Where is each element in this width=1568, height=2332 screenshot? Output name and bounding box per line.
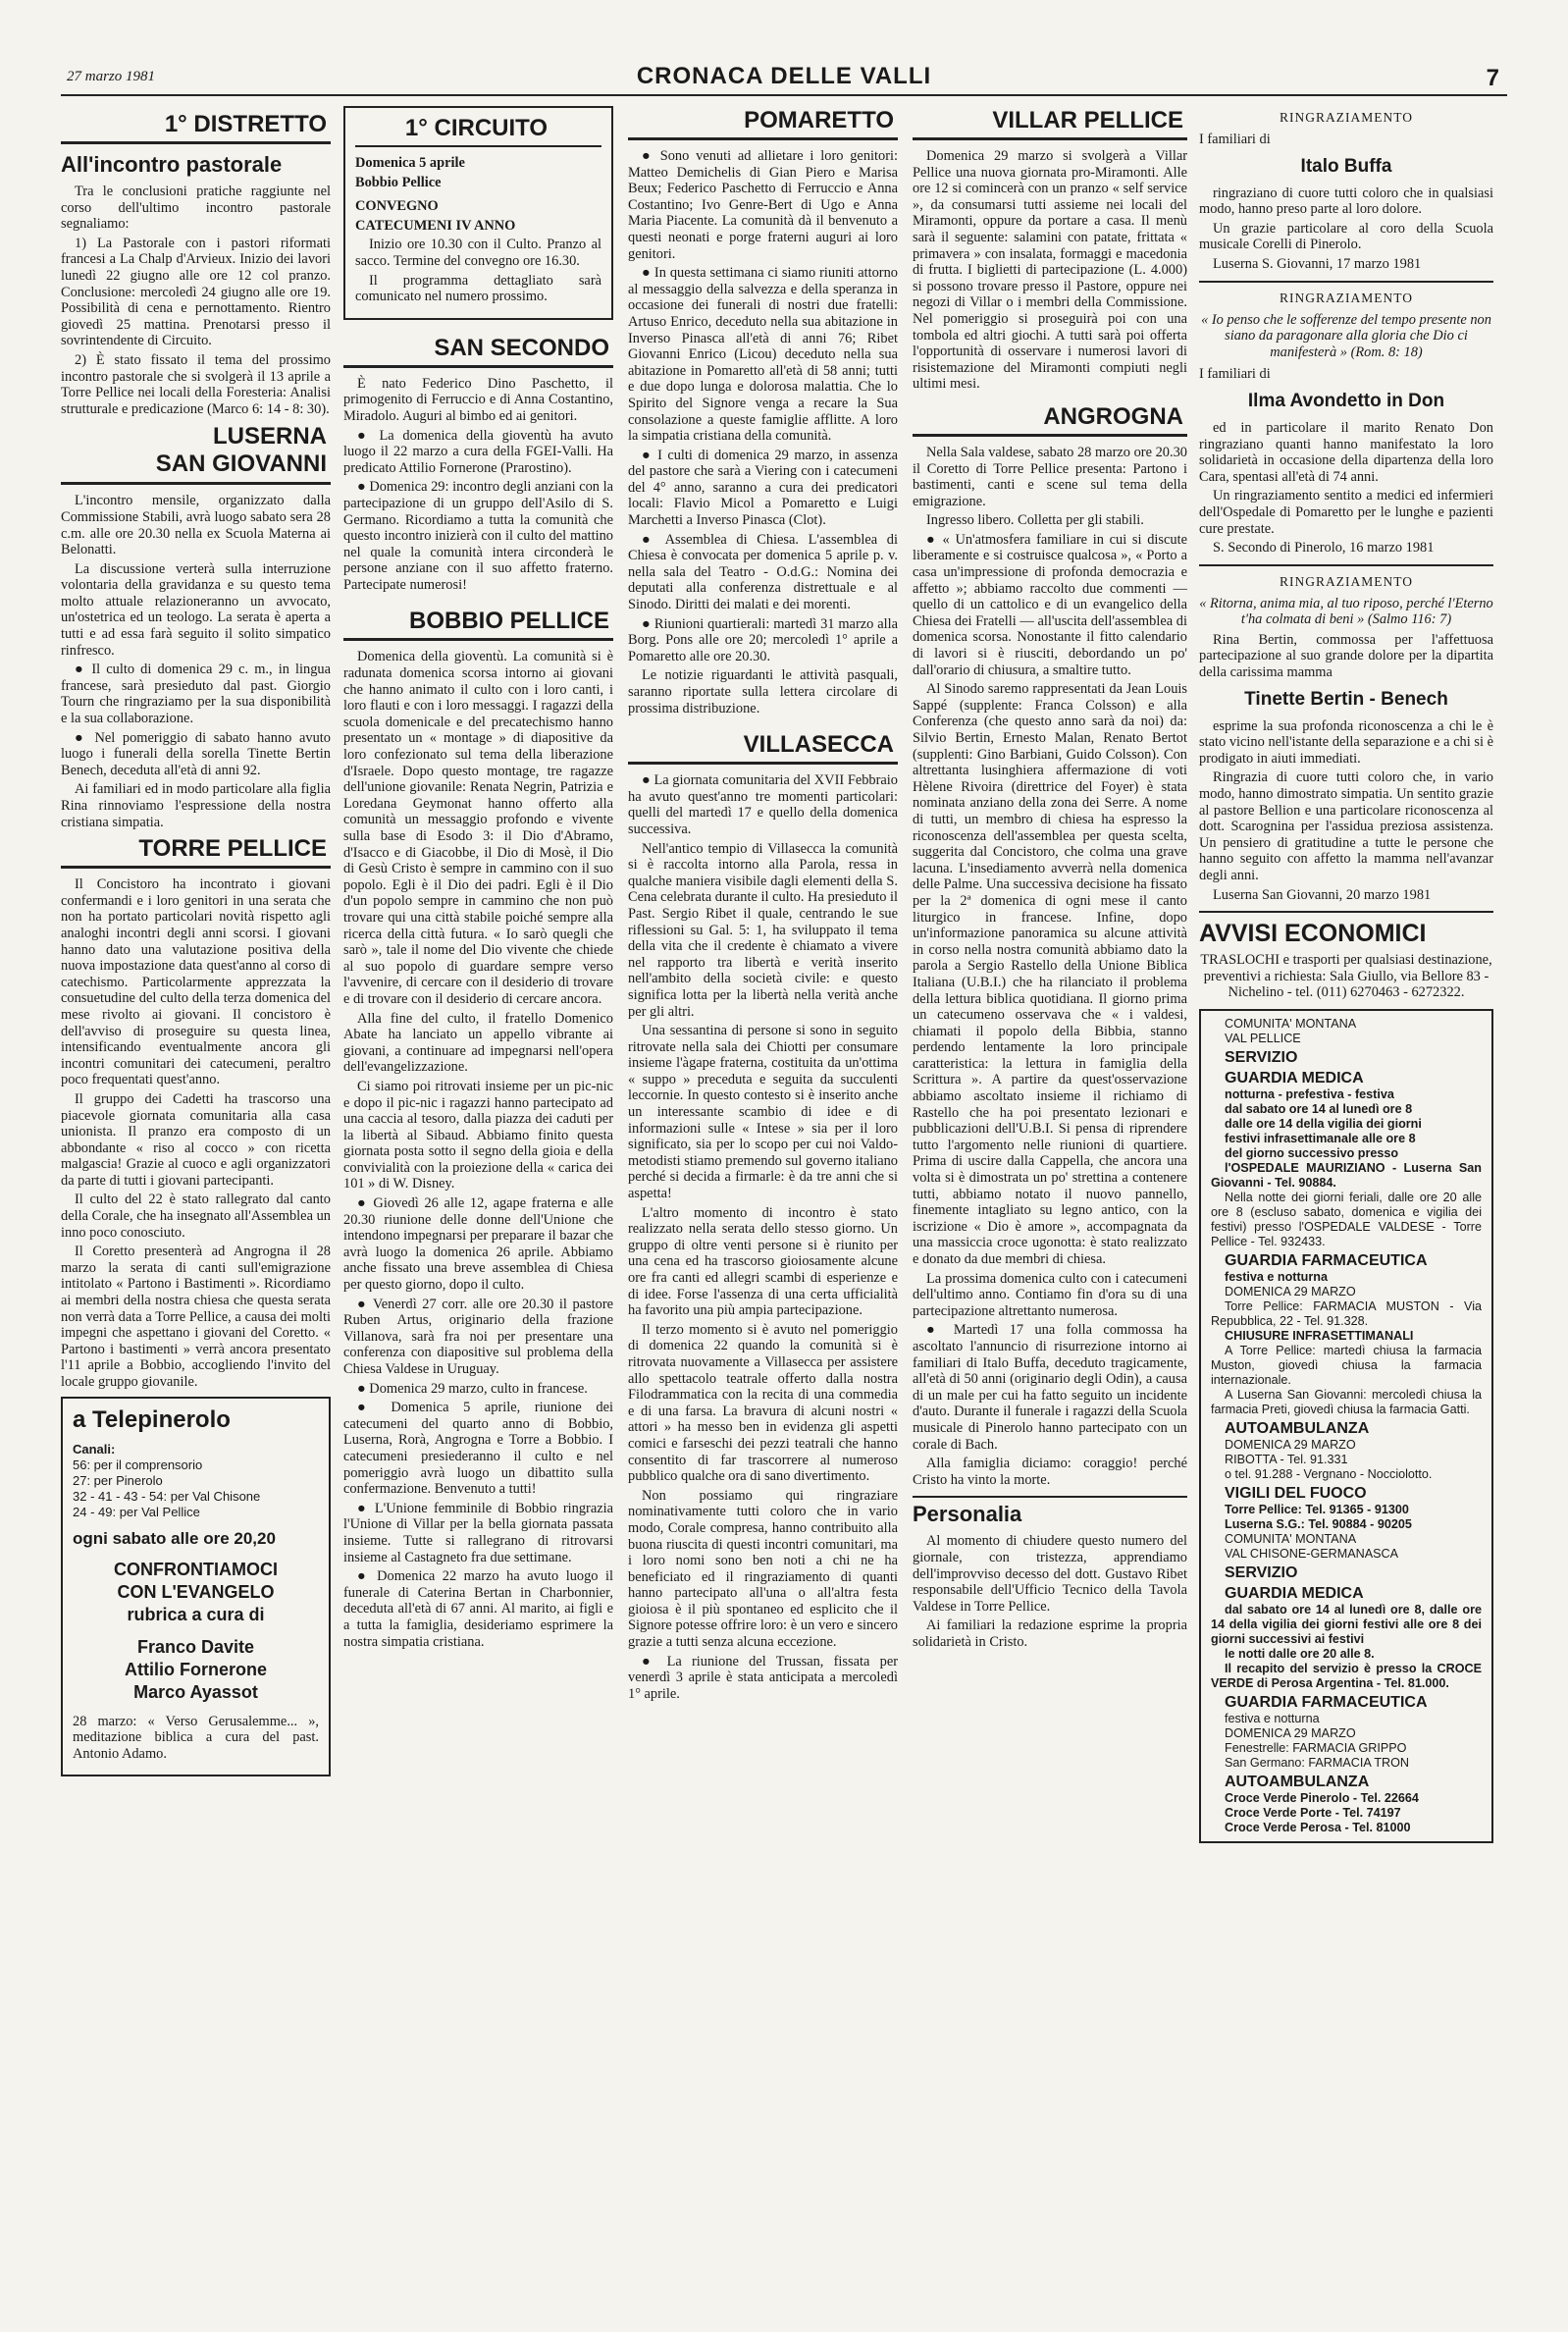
paragraph: Al momento di chiudere questo numero del giornale, con tristezza, apprendiamo dell'improvviso decesso del dott. Gustavo Ribet responsabile dell'Ufficio Tecnico della Tavola Valdese in Torre Pellice. [913, 1533, 1187, 1615]
service-line: Fenestrelle: FARMACIA GRIPPO [1225, 1740, 1407, 1755]
pomaretto-article [628, 148, 898, 716]
service-line: GUARDIA MEDICA [1225, 1584, 1364, 1602]
paragraph: Il culto del 22 è stato rallegrato dal canto della Corale, che ha insegnato all'Assemblea un inno poco conosciuto. [61, 1192, 331, 1241]
paragraph: ● La giornata comunitaria del XVII Febbraio ha avuto quest'anno tre momenti particolari: quelli del martedì 17 e quello della domenica successiva. [628, 772, 898, 837]
service-line: le notti dalle ore 20 alle 8. [1225, 1646, 1375, 1661]
luserna-heading [61, 421, 331, 485]
service-line: del giorno successivo presso [1225, 1145, 1399, 1160]
paragraph: La discussione verterà sulla interruzione volontaria della gravidanza e su questo tema molto attuale relazioneranno un avvocato, un'ostetrica ed un teologo. La serata è aperta a tutti e ad essa farà seguito il solito simpatico rinfresco. [61, 560, 331, 659]
paragraph: ● In questa settimana ci siamo riuniti attorno al messaggio della salvezza e della speranza in occasione dei funerali di nostri due fratelli: Artuso Enrico, deceduto nella sua abitazione in Inverso Pinasca all'età di anni 76; Ribet Giovanni Enrico (Licou) deceduto nella sua abitazione in Pomaretto all'età di 58 anni; tutti e due dopo lunga e dolorosa malattia. Che lo Spirito del Signore venga a recare la Sua consolazione a queste famiglie afflitte. A loro la simpatia cristiana della comunità. [628, 265, 898, 445]
paragraph: Il programma dettagliato sarà comunicato nel numero prossimo. [355, 272, 601, 305]
service-line: festiva e notturna [1225, 1269, 1328, 1284]
paragraph: Tra le conclusioni pratiche raggiunte nel corso dell'ultimo incontro pastorale segnaliamo: [61, 184, 331, 233]
column-1 [61, 106, 331, 2293]
service-line: Croce Verde Porte - Tel. 74197 [1225, 1805, 1401, 1820]
circuito-article [355, 237, 601, 304]
divider [1199, 564, 1493, 566]
paragraph: Il Concistoro ha incontrato i giovani confermandi e i loro genitori in una serata che non ha portato particolari novità rispetto agli analoghi incontri degli anni scorsi. I giovani hanno dato una valutazione positiva della nuova impostazione data quest'anno al corso di catechismo. Particolarmente apprezzata la consuetudine del culto della terza domenica del mese rivolto ai giovani. Il concistoro è dell'avviso di proseguire su questa linea, intensificando eventualmente ancora gli incontri comunitari dei catecumeni, peraltro poco frequentati quest'anno. [61, 876, 331, 1088]
paragraph: È nato Federico Dino Paschetto, il primogenito di Ferruccio e di Anna Costantino, Miradolo. Auguri al bimbo ed ai genitori. [343, 375, 613, 424]
service-line: AUTOAMBULANZA [1225, 1773, 1370, 1790]
service-line: Torre Pellice: FARMACIA MUSTON - Via Repubblica, 22 - Tel. 91.328. [1211, 1298, 1482, 1328]
paragraph: ● Il culto di domenica 29 c. m., in lingua francese, sarà presieduto dal past. Giorgio Tourn che ringraziamo per la sua disponibilità e la sua collaborazione. [61, 662, 331, 726]
divider [1199, 911, 1493, 913]
service-line: RIBOTTA - Tel. 91.331 [1225, 1452, 1348, 1466]
bobbio-article [343, 649, 613, 1650]
curator-name: Marco Ayassot [133, 1681, 258, 1702]
page-number: 7 [1486, 65, 1499, 91]
paragraph: Non possiamo qui ringraziare nominativamente tutti coloro che in vario modo, Corale compresa, hanno contribuito alla buona riuscita di questi incontri comunitari, ma i loro nomi sono ben noti a chi ne ha beneficiato ed il ringraziamento di quanti hanno partecipato all'una o all'altra festa gioiosa è il più spontaneo ed esplicito che il Signore potesse offrire loro: è un vero e sincero grazie a tutti senza alcuna eccezione. [628, 1487, 898, 1651]
column-3 [628, 106, 898, 2293]
paragraph: Una sessantina di persone si sono in seguito ritrovate nella sala dei Chiotti per consumare insieme l'àgape fraterna, costituita da un'ottima « suppo » preceduta e seguita da succulenti leccornie. In questo contesto si è inserito anche un interessante scambio di idee e di informazioni sulle « Intese » sia per il loro significato, sia per lo scopo per cui noi Valdo-metodisti stiamo premendo sul governo italiano perché si decida a firmarle: è da tre anni che si aspetta! [628, 1023, 898, 1202]
luserna-article [61, 493, 331, 830]
divider [1199, 281, 1493, 283]
paragraph: La prossima domenica culto con i catecumeni dell'ultimo anno. Contiamo fin d'ora su di una partecipazione altrettanto numerosa. [913, 1270, 1187, 1319]
paragraph: ● Domenica 29 marzo, culto in francese. [343, 1381, 613, 1398]
angrogna-heading: ANGROGNA [913, 402, 1187, 437]
telepinerolo-note: 28 marzo: « Verso Gerusalemme... », meditazione biblica a cura del past. Antonio Adamo. [73, 1713, 319, 1762]
broadcast-time: ogni sabato alle ore 20,20 [73, 1528, 276, 1548]
incontro-article [61, 184, 331, 417]
masthead [61, 63, 1507, 96]
circuito-line: CATECUMENI IV ANNO [355, 217, 516, 234]
telepinerolo-box [61, 1397, 331, 1777]
ringraziamento-2-name: Ilma Avondetto in Don [1247, 390, 1445, 411]
paragraph: Un grazie particolare al coro della Scuola musicale Corelli di Pinerolo. [1199, 220, 1493, 253]
service-line: DOMENICA 29 MARZO [1225, 1437, 1356, 1452]
circuito-line: Domenica 5 aprile [355, 155, 465, 171]
service-line: SERVIZIO [1225, 1048, 1298, 1066]
canale-line: 24 - 49: per Val Pellice [73, 1504, 200, 1519]
service-line: notturna - prefestiva - festiva [1225, 1086, 1394, 1101]
paragraph: ● Riunioni quartierali: martedì 31 marzo alla Borg. Pons alle ore 20; mercoledì 1° aprile a Pomaretto alle ore 20.30. [628, 616, 898, 665]
curator-name: Franco Davite [136, 1636, 255, 1657]
section-title: CRONACA DELLE VALLI [636, 63, 932, 89]
paragraph: ● Venerdì 27 corr. alle ore 20.30 il pastore Ruben Artus, originario della frazione Villanova, sarà fra noi per presentare una conferenza con diapositive sul problema della Chiesa Valdese in Uruguay. [343, 1297, 613, 1378]
personalia-title: Personalia [913, 1496, 1187, 1527]
paragraph: ● La domenica della gioventù ha avuto luogo il 22 marzo a cura della FGEI-Valli. Ha predicato Attilio Fornerone (Prarostino). [343, 428, 613, 477]
service-line: festiva e notturna [1225, 1711, 1320, 1725]
paragraph: ● « Un'atmosfera familiare in cui si discute liberamente e si costruisce qualcosa », « Porto a casa un'impressione di profonda democrazia e affetto »; abbiamo raccolto due commenti — quello di un cattolico e di un evangelico della Chiesa dei Fratelli — all'uscita dell'assemblea di domenica scorsa. Nonostante il fitto calendario di lavori si è riusciti, debordando un po' dall'orario di chiusura, a smaltire tutto. [913, 532, 1187, 678]
service-line: SERVIZIO [1225, 1564, 1298, 1581]
paragraph: Nella Sala valdese, sabato 28 marzo ore 20.30 il Coretto di Torre Pellice presenta: Partono i bastimenti, canti e scene sul tema della emigrazione. [913, 444, 1187, 509]
service-line: Croce Verde Perosa - Tel. 81000 [1225, 1820, 1411, 1834]
paragraph: ● Domenica 5 aprile, riunione dei catecumeni del quarto anno di Bobbio, Luserna, Rorà, Angrogna e Torre a Bobbio. I catecumeni presiederanno il culto e nel pomeriggio avrà luogo un dibattito sulla confermazione. Benvenuto a tutti! [343, 1400, 613, 1498]
paragraph: Ringrazia di cuore tutti coloro che, in vario modo, hanno dimostrato simpatia. Un sentito grazie al pastore Bellion e una particolare riconoscenza al dott. Scarognina per l'assidua preziosa assistenza. Un pensiero di gratitudine a tutte le persone che hanno seguito con affetto la mamma nell'avanzar degli anni. [1199, 769, 1493, 883]
ringraziamento-3-intro: Rina Bertin, commossa per l'affettuosa partecipazione al suo grande dolore per la dipartita della carissima mamma [1199, 631, 1493, 681]
rubrica-title-2: CON L'EVANGELO [117, 1581, 275, 1602]
avvisi-economici-title: AVVISI ECONOMICI [1199, 920, 1427, 948]
service-line: o tel. 91.288 - Vergnano - Nocciolotto. [1225, 1466, 1433, 1481]
paragraph: 2) È stato fissato il tema del prossimo incontro pastorale che si svolgerà il 13 aprile a Torre Pellice nei locali della Foresteria: Analisi strutturale e predicazione (Marco 6: 14 - 8: 30). [61, 351, 331, 417]
paragraph: ● Domenica 29: incontro degli anziani con la partecipazione di un gruppo dell'Asilo di S. Germano. Ricordiamo a tutta la comunità che questo incontro inizierà con il culto del mattino nel quale la comunità intera circonderà le persone anziane con il suo affetto fraterno. Partecipate numerosi! [343, 479, 613, 593]
ringraziamento-3-text [1199, 718, 1493, 904]
torre-heading: TORRE PELLICE [61, 834, 331, 869]
paragraph: Alla fine del culto, il fratello Domenico Abate ha lanciato un appello vibrante ai giovani, a continuare ad impegnarsi nell'opera dell'evangelizzazione. [343, 1010, 613, 1076]
paragraph: esprime la sua profonda riconoscenza a chi le è stato vicino nell'istante della separazione e a chi si è prodigato in aiuti immediati. [1199, 717, 1493, 767]
villar-heading: VILLAR PELLICE [913, 106, 1187, 140]
villasecca-article [628, 772, 898, 1702]
paragraph: Il Coretto presenterà ad Angrogna il 28 marzo la serata di canti sull'emigrazione intitolato « Partono i Bastimenti ». Ricordiamo ai membri della nostra chiesa che questa serata non verrà data a Torre Pellice, a causa dei molti impegni che aspettano i giovani del Coretto. « Partono i bastimenti » verrà ancora presentato l'11 aprile a Bobbio, accogliendo l'invito del locale gruppo giovanile. [61, 1244, 331, 1390]
issue-date: 27 marzo 1981 [67, 69, 156, 84]
paragraph: ed in particolare il marito Renato Don ringraziano quanti hanno manifestato la loro solidarietà in occasione della dipartenza della loro Cara, spentasi all'età di 74 anni. [1199, 419, 1493, 485]
service-line: DOMENICA 29 MARZO [1225, 1725, 1356, 1740]
service-line: A Luserna San Giovanni: mercoledì chiusa la farmacia Preti, giovedì chiusa la farmacia Gatti. [1211, 1387, 1482, 1416]
villasecca-heading: VILLASECCA [628, 730, 898, 765]
villar-article [913, 148, 1187, 393]
ringraziamento-3-name: Tinette Bertin - Benech [1244, 688, 1448, 710]
distretto-heading: 1° DISTRETTO [61, 110, 331, 144]
luserna-heading-line1: LUSERNA [212, 423, 327, 450]
ringraziamento-2-intro: I familiari di [1199, 366, 1271, 383]
paragraph: Luserna S. Giovanni, 17 marzo 1981 [1213, 255, 1422, 272]
paragraph: ringraziano di cuore tutti coloro che in qualsiasi modo, hanno preso parte al loro dolore. [1199, 185, 1493, 218]
pomaretto-heading: POMARETTO [628, 106, 898, 140]
service-line: Torre Pellice: Tel. 91365 - 91300 [1225, 1502, 1409, 1516]
ringraziamento-3-quote: « Ritorna, anima mia, al tuo riposo, perché l'Eterno t'ha colmata di beni » (Salmo 116: 7) [1199, 595, 1493, 628]
circuito-line: Bobbio Pellice [355, 174, 442, 190]
incontro-title: All'incontro pastorale [61, 152, 283, 177]
paragraph: Le notizie riguardanti le attività pasquali, saranno riportate sulla lettera circolare di prossima distribuzione. [628, 667, 898, 716]
column-5 [1199, 106, 1493, 2293]
canale-line: 32 - 41 - 43 - 54: per Val Chisone [73, 1488, 261, 1504]
avvisi-economici-text: TRASLOCHI e trasporti per qualsiasi destinazione, preventivi a richiesta: Sala Giullo, via Bellore 83 - Nichelino - tel. (011) 6270463 - 6272322. [1200, 952, 1492, 1001]
column-4 [913, 106, 1187, 2293]
canale-line: 56: per il comprensorio [73, 1457, 203, 1472]
rubrica-curator-label: rubrica a cura di [127, 1604, 265, 1624]
paragraph: Luserna San Giovanni, 20 marzo 1981 [1213, 886, 1432, 903]
curator-name: Attilio Fornerone [125, 1659, 267, 1679]
paragraph: ● Assemblea di Chiesa. L'assemblea di Chiesa è convocata per domenica 5 aprile p. v. nella sala del Teatro - O.d.G.: Nomina dei deputati alla conferenza distrettuale e al Sinodo. Diritti dei malati e dei morenti. [628, 532, 898, 613]
paragraph: Il terzo momento si è avuto nel pomeriggio di domenica 22 quando la comunità si è ritrovata nuovamente a Villasecca per assistere allo spettacolo teatrale offerto dalla nostra Filodrammatica con la recita di una commedia e di una farsa. La bravura di alcuni nostri « attori » ha messo ben in evidenza gli aspetti comici e farseschi dei pezzi teatrali che hanno consentito di far trascorrere al numeroso pubblico qualche ora di sano divertimento. [628, 1321, 898, 1485]
paragraph: Domenica 29 marzo si svolgerà a Villar Pellice una nuova giornata pro-Miramonti. Alle ore 12 si comincerà con un pranzo « self service », da consumarsi tutti assieme nei locali del Miramonti, oppure da portare a casa. Il menù sarà il seguente: salamini con patate, frittata « primavera » con insalata, formaggi e macedonia di frutta. I biglietti di partecipazione (L. 4.000) si possono trovare presso il Pastore, oppure nei negozi di Villar o i membri della Commissione. Nel pomeriggio si proseguirà poi con una tombola ed altri giochi. A tutti sarà poi offerta l'opportunità di osservare i numerosi lavori di risistemazione del Miramonti compiuti negli ultimi mesi. [913, 148, 1187, 393]
paragraph: ● I culti di domenica 29 marzo, in assenza del pastore che sarà a Viering con i catecumeni del 4° anno, saranno a cura dei predicatori locali: Flavio Micol a Pomaretto e Luigi Marchetti a Inverso Pinasca (Clot). [628, 448, 898, 529]
circuito-box [343, 106, 613, 320]
rubrica-title-1: CONFRONTIAMOCI [114, 1559, 278, 1579]
paragraph: Ai familiari ed in modo particolare alla figlia Rina rinnoviamo l'espressione della nostra cristiana simpatia. [61, 781, 331, 830]
personalia-article [913, 1533, 1187, 1650]
paragraph: ● Nel pomeriggio di sabato hanno avuto luogo i funerali della sorella Tinette Bertin Benech, deceduta all'età di anni 92. [61, 730, 331, 779]
service-line: dal sabato ore 14 al lunedì ore 8 [1225, 1101, 1413, 1116]
guardia-medica-box [1199, 1009, 1493, 1843]
luserna-heading-line2: SAN GIOVANNI [155, 450, 327, 478]
paragraph: Il gruppo dei Cadetti ha trascorso una piacevole giornata comunitaria alla casa unionista. Il pranzo era composto di un abbondante « riso al cocco » con ricetta malgascia! Grazie al cuoco e agli organizzatori da parte di tutti i giovani partecipanti. [61, 1090, 331, 1189]
service-line: VAL CHISONE-GERMANASCA [1225, 1546, 1399, 1561]
service-line: COMUNITA' MONTANA [1225, 1016, 1357, 1031]
ringraziamento-3-heading: RINGRAZIAMENTO [1280, 573, 1413, 589]
service-line: COMUNITA' MONTANA [1225, 1531, 1357, 1546]
paragraph: ● Martedì 17 una folla commossa ha ascoltato l'annuncio di risurrezione intorno ai familiari di Italo Buffa, deceduto tragicamente, all'età di 50 anni (originario degli Odin), a causa di un male per cui ha fatto seguito un incidente d'auto. Durante il funerale i ragazzi della Scuola musicale di Pinerolo hanno partecipato con un corale di Bach. [913, 1322, 1187, 1453]
canali-label: Canali: [73, 1441, 116, 1457]
paragraph: S. Secondo di Pinerolo, 16 marzo 1981 [1213, 540, 1435, 556]
paragraph: ● L'Unione femminile di Bobbio ringrazia l'Unione di Villar per la bella giornata passata insieme. Tutte si rallegrano di ritrovarsi insieme al Castagneto fra due settimane. [343, 1501, 613, 1565]
angrogna-article [913, 445, 1187, 1488]
service-line: dal sabato ore 14 al lunedì ore 8, dalle ore 14 della vigilia dei giorni festivi alle ore 8 dei giorni successivi ai festivi [1211, 1602, 1482, 1646]
service-line: Luserna S.G.: Tel. 90884 - 90205 [1225, 1516, 1412, 1531]
circuito-heading: 1° CIRCUITO [355, 114, 601, 147]
service-line: DOMENICA 29 MARZO [1225, 1284, 1356, 1298]
service-line: VIGILI DEL FUOCO [1225, 1484, 1367, 1502]
service-line: festivi infrasettimanale alle ore 8 [1225, 1131, 1416, 1145]
ringraziamento-1-name: Italo Buffa [1300, 155, 1392, 177]
ringraziamento-1-text [1199, 186, 1493, 273]
ringraziamento-1-intro: I familiari di [1199, 132, 1271, 147]
service-line: San Germano: FARMACIA TRON [1225, 1755, 1410, 1770]
paragraph: ● La riunione del Trussan, fissata per venerdì 3 aprile è stata anticipata a mercoledì 1° aprile. [628, 1654, 898, 1703]
paragraph: ● Sono venuti ad allietare i loro genitori: Matteo Demichelis di Gian Piero e Marisa Beux; Federico Paschetto di Ferruccio e Anna Costantino; Ivo Genre-Bert di Ugo e Anna Maria Piacente. La comunità dà il benvenuto a questi neonati e porge fraterni auguri ai loro genitori. [628, 148, 898, 262]
paragraph: ● Domenica 22 marzo ha avuto luogo il funerale di Caterina Bertan in Charbonnier, deceduta all'età di 67 anni. Al marito, ai figli e a tutta la famiglia, desideriamo esprimere la nostra simpatia cristiana. [343, 1568, 613, 1650]
paragraph: Un ringraziamento sentito a medici ed infermieri dell'Ospedale di Pomaretto per le lunghe e pazienti cure prestate. [1199, 488, 1493, 537]
service-line: VAL PELLICE [1225, 1031, 1301, 1045]
paragraph: Domenica della gioventù. La comunità si è radunata domenica scorsa intorno ai giovani che hanno animato il culto con i loro canti, i loro flauti e con i loro messaggi. I ragazzi della scuola domenicale e del precatechismo hanno presentato un « montage » di diapositive da loro confezionato sul tema della liberazione d'Israele. Dopo questo montage, tre ragazze dell'unione giovanile: Renata Negrin, Patrizia e Loredana Geymonat hanno offerto alla comunità un messaggio profondo e vivente sulla base di Esodo 3: il Dio d'Abramo, d'Isacco e di Giacobbe, il Dio di Mosè, il Dio di Gesù Cristo è sempre in cammino con il suo popolo. Egli è il Dio dei padri. Egli è il Dio d'un popolo sempre in cammino che non può trovare qui una città stabile poiché sempre alla ricerca della città futura. « Io sarò quegli che sarò », tale il nome del Dio vivente che chiede al suo popolo di guardare sempre verso l'avvenire, di cercare con il desiderio di trovare e di trovare con il desiderio di cercare ancora. [343, 649, 613, 1007]
canale-line: 27: per Pinerolo [73, 1472, 163, 1488]
service-line: Il recapito del servizio è presso la CROCE VERDE di Perosa Argentina - Tel. 81.000. [1211, 1661, 1482, 1690]
paragraph: ● Giovedì 26 alle 12, agape fraterna e alle 20.30 riunione delle donne dell'Unione che intendono impegnarsi per preparare il bazar che avrà luogo la domenica 26 aprile. Abbiamo anche fissato una breve assemblea di Chiesa per questo giorno, dopo il culto. [343, 1195, 613, 1294]
service-line: CHIUSURE INFRASETTIMANALI [1225, 1328, 1414, 1343]
ringraziamento-2-quote: « Io penso che le sofferenze del tempo presente non siano da paragonare alla gloria che Dio ci manifesterà » (Rom. 8: 18) [1201, 311, 1491, 360]
service-line: Nella notte dei giorni feriali, dalle ore 20 alle ore 8 (escluso sabato, domenica e vigilia dei festivi) presso l'OSPEDALE VALDESE - Torre Pellice - Tel. 932433. [1211, 1190, 1482, 1248]
paragraph: L'incontro mensile, organizzato dalla Commissione Stabili, avrà luogo sabato sera 28 c.m. alle ore 20.30 nella ex Scuola Materna ai Belonatti. [61, 493, 331, 558]
column-2 [343, 106, 613, 2293]
service-line: A Torre Pellice: martedì chiusa la farmacia Muston, giovedì chiusa la farmacia internazionale. [1211, 1343, 1482, 1387]
service-line: Croce Verde Pinerolo - Tel. 22664 [1225, 1790, 1419, 1805]
paragraph: Alla famiglia diciamo: coraggio! perché Cristo ha vinto la morte. [913, 1456, 1187, 1488]
paragraph: Inizio ore 10.30 con il Culto. Pranzo al sacco. Termine del convegno ore 16.30. [355, 237, 601, 269]
paragraph: Ci siamo poi ritrovati insieme per un pic-nic e dopo il pic-nic i ragazzi hanno partecipato ad una caccia al tesoro, dalla piazza dei caduti per la libertà al Sibaud. Abbiamo finito questa giornata posta sotto il segno della gioia e della convivialità con la proiezione della « carica dei 101 » di W. Disney. [343, 1078, 613, 1192]
secondo-heading: SAN SECONDO [343, 334, 613, 368]
secondo-article [343, 376, 613, 594]
paragraph: 1) La Pastorale con i pastori riformati francesi a La Chalp d'Arvieux. Inizio dei lavori lunedì 22 giugno alle ore 12 col pranzo. Conclusione: mercoledì 24 giugno alle ore 19. Possibilità di cena e pernottamento. Rientro giovedì 25 mattina. Prenotarsi presso il sovrintendente di Circuito. [61, 235, 331, 349]
ringraziamento-2-heading: RINGRAZIAMENTO [1280, 290, 1413, 305]
service-line: GUARDIA FARMACEUTICA [1225, 1251, 1428, 1269]
service-line: AUTOAMBULANZA [1225, 1419, 1370, 1437]
service-line: GUARDIA MEDICA [1225, 1069, 1364, 1086]
service-line: GUARDIA FARMACEUTICA [1225, 1693, 1428, 1711]
paragraph: Ingresso libero. Colletta per gli stabili. [926, 512, 1144, 529]
telepinerolo-title: a Telepinerolo [73, 1405, 231, 1433]
service-line: l'OSPEDALE MAURIZIANO - Luserna San Giovanni - Tel. 90884. [1211, 1160, 1482, 1190]
paragraph: L'altro momento di incontro è stato realizzato nella serata dello stesso giorno. Un gruppo di oltre venti persone si è riunito per una cena ed ha trascorso gioiosamente alcune ore fra canti ed allegri scambi di esperienze e di idee. Forse l'assenza di una certa ufficialità ha favorito una più ampia partecipazione. [628, 1204, 898, 1319]
paragraph: Nell'antico tempio di Villasecca la comunità si è raccolta intorno alla Parola, ressa in qualche maniera visibile dagli elementi della S. Cena celebrata durante il culto. Ha presieduto il Past. Sergio Ribet il quale, centrando le sue riflessioni su Gal. 5: 1, ha sviluppato il tema della vita che il credente è chiamato a vivere nel rapporto tra libertà e verità inserito nell'ambito della società civile: e questo significa lotta per la libertà nella verità anche per gli altri. [628, 840, 898, 1020]
service-line: dalle ore 14 della vigilia dei giorni [1225, 1116, 1422, 1131]
bobbio-heading: BOBBIO PELLICE [343, 607, 613, 641]
ringraziamento-1-heading: RINGRAZIAMENTO [1280, 110, 1413, 125]
paragraph: Al Sinodo saremo rappresentati da Jean Louis Sappé (supplente: Franca Colsson) e alla Conferenza (che questo anno sarà da noi) da: Silvio Bertin, Ernesto Malan, Renato Bertot (supplenti: Gino Barbiani, Guido Colsson). Con altrettanta lusinghiera affermazione di voti Hèlene Rivoira (direttrice del Foyer) è stata nominata anziano della zona dei Serre. A nome di tutti, un membro di chiesa ha espresso la riconoscenza dell'assemblea per questa scelta, suggerita dal Concistoro, che colma una grave lacuna. L'insediamento avverrà nella domenica delle Palme. Una successiva decisione ha fissato per la 2ª domenica di ogni mese il canto liturgico in francese. Infine, dopo un'informazione panoramica su alcune attività in corso nella nostra comunità abbiamo dato la parola a Sergio Rastello della Unione Biblica Italiana (U.B.I.) che ha rilanciato il problema della lettura biblica quotidiana. Il giorno prima un catecumeno osservava che « i valdesi, chiamati il popolo della Bibbia, stanno perdendo lentamente la loro principale caratteristica: la lettura in famiglia della Scrittura ». A partire da quest'osservazione abbiamo ascoltato insieme il richiamo di Rastello che ha poi presentato lezionari e pubblicazioni dell'U.B.I. Si pensa di riprendere tutto l'argomento nelle riunioni di quartiere. Prima di uscire dalla Cappella, che ancora una volta si è dimostrata un po' strettina a contenere tutti, abbiamo notato il nuovo pannello, finemente intagliato su legno antico, con la iscrizione « Dio è amore », accompagnata da una massiccia croce ugonotta: è stato realizzato e donato da due membri di chiesa. [913, 681, 1187, 1267]
circuito-line: CONVEGNO [355, 198, 439, 215]
torre-article [61, 876, 331, 1390]
paragraph: Ai familiari la redazione esprime la propria solidarietà in Cristo. [913, 1617, 1187, 1650]
ringraziamento-2-text [1199, 420, 1493, 556]
